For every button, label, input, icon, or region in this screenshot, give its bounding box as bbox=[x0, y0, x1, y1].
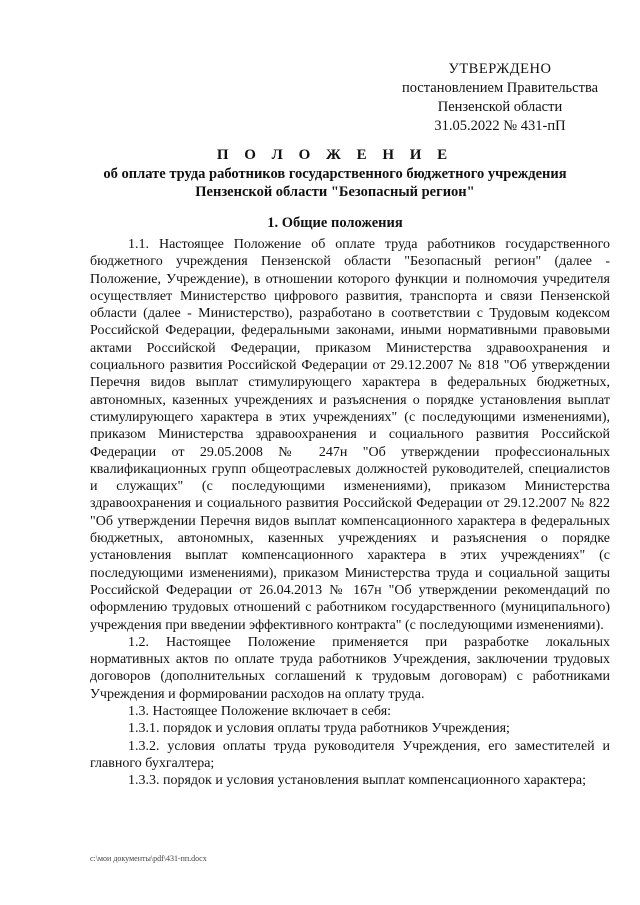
paragraph-1-2: 1.2. Настоящее Положение применяется при разработке локальных нормативных актов по оплате труда работников Учреждения, заключении трудовых договоров (дополнительных соглашений к трудовым договорам) с работниками Учреждения и формировании расходов на оплату труда. bbox=[90, 634, 610, 702]
file-path-footer: c:\мои документы\pdf\431-пп.docx bbox=[90, 854, 207, 863]
approval-stamp bbox=[370, 60, 630, 136]
section-heading-general: 1. Общие положения bbox=[267, 215, 403, 231]
document-body bbox=[90, 236, 610, 790]
document-subtitle-line1: об оплате труда работников государственного бюджетного учреждения bbox=[103, 166, 567, 182]
approval-date-number: 31.05.2022 № 431-пП bbox=[434, 118, 566, 134]
document-title: П О Л О Ж Е Н И Е bbox=[216, 147, 454, 163]
document-title-block bbox=[60, 145, 610, 201]
document-subtitle-line2: Пензенской области "Безопасный регион" bbox=[195, 184, 475, 200]
paragraph-1-3: 1.3. Настоящее Положение включает в себя: bbox=[128, 704, 392, 720]
approval-resolution: постановлением Правительства bbox=[401, 80, 599, 96]
paragraph-1-3-1: 1.3.1. порядок и условия оплаты труда работников Учреждения; bbox=[128, 721, 510, 737]
approval-region: Пензенской области bbox=[437, 99, 563, 115]
paragraph-1-3-2: 1.3.2. условия оплаты труда руководителя Учреждения, его заместителей и главного бухгалтера; bbox=[90, 738, 610, 771]
paragraph-1-3-3: 1.3.3. порядок и условия установления выплат компенсационного характера; bbox=[128, 773, 586, 789]
approval-title: УТВЕРЖДЕНО bbox=[448, 61, 552, 77]
paragraph-1-1: 1.1. Настоящее Положение об оплате труда работников государственного бюджетного учреждения Пензенской области "Безопасный регион" (далее - Положение, Учреждение), в отношении которого функции и полномочия учредителя осуществляет Министерство цифрового развития, транспорта и связи Пензенской области (далее - Министерство), разработано в соответствии с Трудовым кодексом Российской Федерации, федеральными законами, иными нормативными правовыми актами Российской Федерации, приказом Министерства здравоохранения и социального развития Российской Федерации от 29.12.2007 № 818 "Об утверждении Перечня видов выплат стимулирующего характера в федеральных бюджетных, автономных, казенных учреждениях и разъяснения о порядке установления выплат стимулирующего характера в этих учреждениях" (с последующими изменениями), приказом Министерства здравоохранения и социального развития Российской Федерации от 29.05.2008 № 247н "Об утверждении профессиональных квалификационных групп общеотраслевых должностей руководителей, специалистов и служащих" (с последующими изменениями), приказом Министерства здравоохранения и социального развития Российской Федерации от 29.12.2007 № 822 "Об утверждении Перечня видов выплат компенсационного характера в федеральных бюджетных, автономных, казенных учреждениях и разъяснения о порядке установления выплат компенсационного характера в этих учреждениях" (с последующими изменениями), приказом Министерства труда и социальной защиты Российской Федерации от 26.04.2013 № 167н "Об утверждении рекомендаций по оформлению трудовых отношений с работником государственного (муниципального) учреждения при введении эффективного контракта" (с последующими изменениями). bbox=[90, 237, 610, 633]
